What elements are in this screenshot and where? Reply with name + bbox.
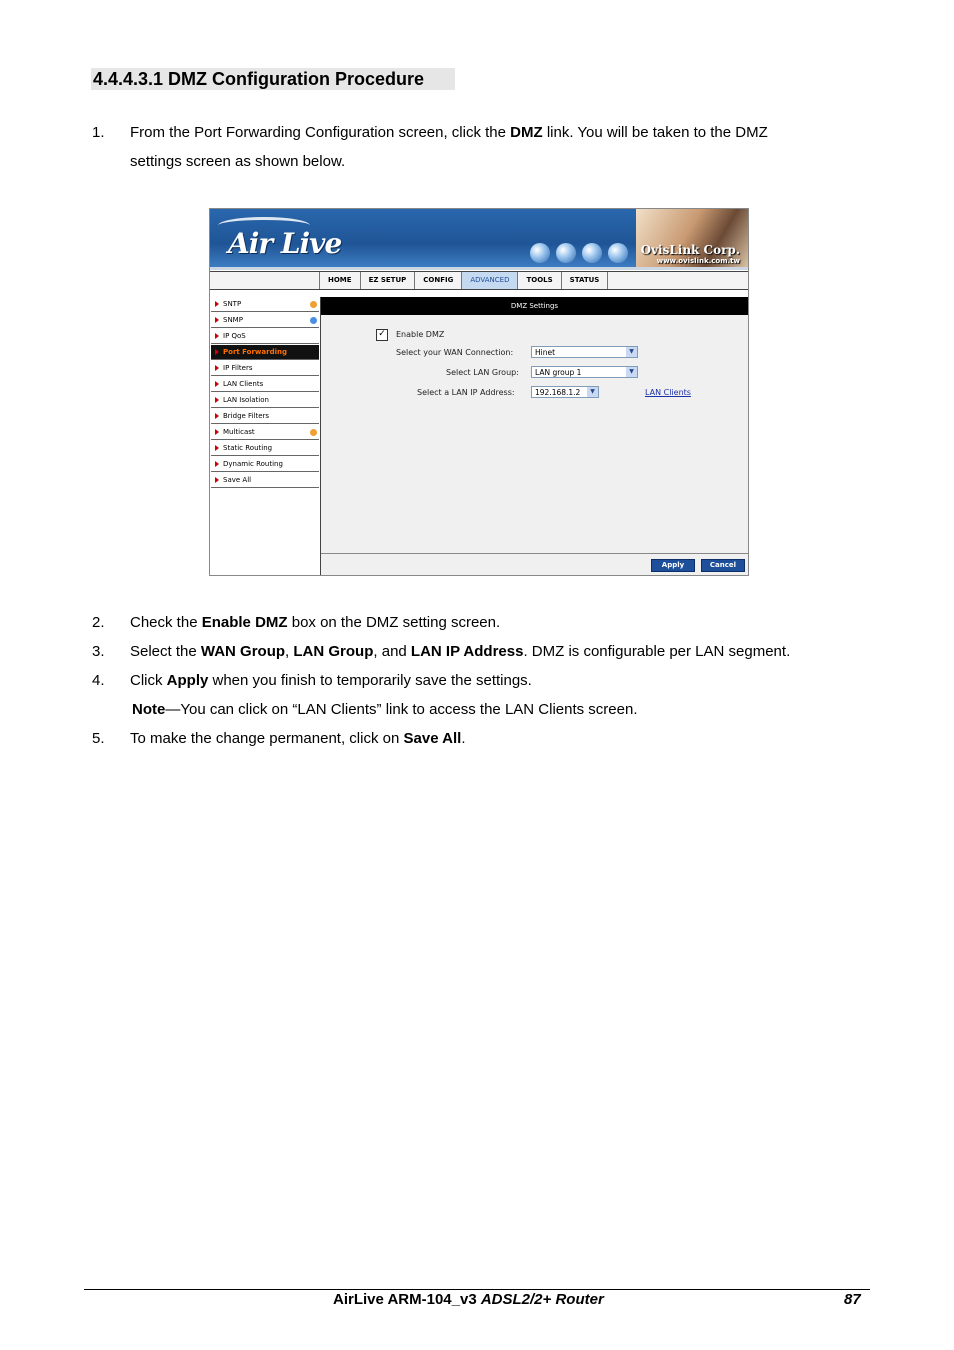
sidebar-item-snmp[interactable] (211, 313, 319, 328)
sidebar-item-multicast[interactable] (211, 425, 319, 440)
page-number: 87 (844, 1291, 861, 1308)
sidebar-item-port-forwarding[interactable] (211, 345, 319, 360)
top-nav (210, 271, 748, 290)
sidebar-item-ip-qos[interactable] (211, 329, 319, 344)
sidebar-item-label: Port Forwarding (223, 348, 287, 356)
sidebar-item-sntp[interactable] (211, 297, 319, 312)
step-text-continued: settings screen as shown below. (130, 153, 346, 170)
note: Note—You can click on “LAN Clients” link to access the LAN Clients screen. (132, 701, 638, 718)
apply-button[interactable]: Apply (651, 559, 695, 572)
step-number: 1. (92, 124, 105, 141)
globe-icon (556, 243, 576, 263)
lan-ip-select[interactable]: 192.168.1.2 ▼ (531, 386, 599, 398)
globe-icon (582, 243, 602, 263)
step-text: Click Apply when you finish to temporarily save the settings. (130, 672, 532, 689)
step-text: Select the WAN Group, LAN Group, and LAN IP Address. DMZ is configurable per LAN segment. (130, 643, 791, 660)
tab-config[interactable]: CONFIG (415, 272, 462, 289)
sidebar (210, 297, 321, 575)
corp-url: www.ovislink.com.tw (656, 257, 740, 265)
sidebar-item-static-routing[interactable] (211, 441, 319, 456)
status-dot-icon (310, 429, 317, 436)
corp-name: OvisLink Corp. (640, 243, 740, 257)
dmz-panel (321, 297, 748, 575)
sidebar-item-label: Dynamic Routing (223, 460, 283, 468)
section-heading: 4.4.4.3.1 DMZ Configuration Procedure (91, 68, 455, 90)
step-number: 2. (92, 614, 105, 631)
sidebar-item-lan-isolation[interactable] (211, 393, 319, 408)
sidebar-item-label: LAN Isolation (223, 396, 269, 404)
sidebar-item-label: LAN Clients (223, 380, 264, 388)
step-number: 5. (92, 730, 105, 747)
sidebar-item-ip-filters[interactable] (211, 361, 319, 376)
sidebar-item-dynamic-routing[interactable] (211, 457, 319, 472)
globe-icons (530, 243, 628, 263)
nav-tabs (320, 272, 608, 289)
lan-clients-link[interactable]: LAN Clients (645, 388, 691, 397)
panel-title: DMZ Settings (321, 297, 748, 315)
step-number: 4. (92, 672, 105, 689)
sidebar-item-label: Bridge Filters (223, 412, 270, 420)
step-text: To make the change permanent, click on Save All. (130, 730, 466, 747)
lan-group-select[interactable]: LAN group 1 ▼ (531, 366, 638, 378)
sidebar-item-label: IP QoS (223, 332, 246, 340)
nav-spacer (210, 272, 320, 289)
sidebar-item-label: Multicast (223, 428, 255, 436)
status-dot-icon (310, 301, 317, 308)
lan-group-label: Select LAN Group: (446, 368, 519, 377)
step-number: 3. (92, 643, 105, 660)
sidebar-item-lan-clients[interactable] (211, 377, 319, 392)
tab-advanced[interactable]: ADVANCED (462, 272, 518, 289)
cancel-button[interactable]: Cancel (701, 559, 745, 572)
sidebar-item-label: SNTP (223, 300, 242, 308)
sidebar-item-bridge-filters[interactable] (211, 409, 319, 424)
wan-connection-select[interactable]: Hinet ▼ (531, 346, 638, 358)
lan-ip-label: Select a LAN IP Address: (417, 388, 515, 397)
step-text: Check the Enable DMZ box on the DMZ setting screen. (130, 614, 501, 631)
globe-icon (530, 243, 550, 263)
tab-ez-setup[interactable]: EZ SETUP (361, 272, 416, 289)
tab-status[interactable]: STATUS (562, 272, 609, 289)
chevron-down-icon: ▼ (626, 347, 637, 357)
enable-dmz-label: Enable DMZ (396, 330, 445, 339)
sidebar-item-label: Save All (223, 476, 252, 484)
router-screenshot (209, 208, 749, 576)
router-banner (210, 209, 748, 267)
step-text: From the Port Forwarding Configuration screen, click the DMZ link. You will be taken to the DMZ (130, 124, 768, 141)
airlive-logo: Air Live (228, 227, 342, 260)
chevron-down-icon: ▼ (587, 387, 598, 397)
sidebar-item-label: IP Filters (223, 364, 253, 372)
divider (210, 267, 748, 270)
globe-icon (608, 243, 628, 263)
tab-home[interactable]: HOME (320, 272, 361, 289)
chevron-down-icon: ▼ (626, 367, 637, 377)
sidebar-item-save-all[interactable] (211, 473, 319, 488)
panel-footer (321, 553, 748, 576)
sidebar-item-label: Static Routing (223, 444, 273, 452)
footer-title: AirLive ARM-104_v3 ADSL2/2+ Router (333, 1291, 604, 1308)
status-dot-icon (310, 317, 317, 324)
sidebar-item-label: SNMP (223, 316, 243, 324)
enable-dmz-checkbox[interactable]: ✓ (376, 329, 388, 341)
tab-tools[interactable]: TOOLS (518, 272, 561, 289)
wan-connection-label: Select your WAN Connection: (396, 348, 514, 357)
